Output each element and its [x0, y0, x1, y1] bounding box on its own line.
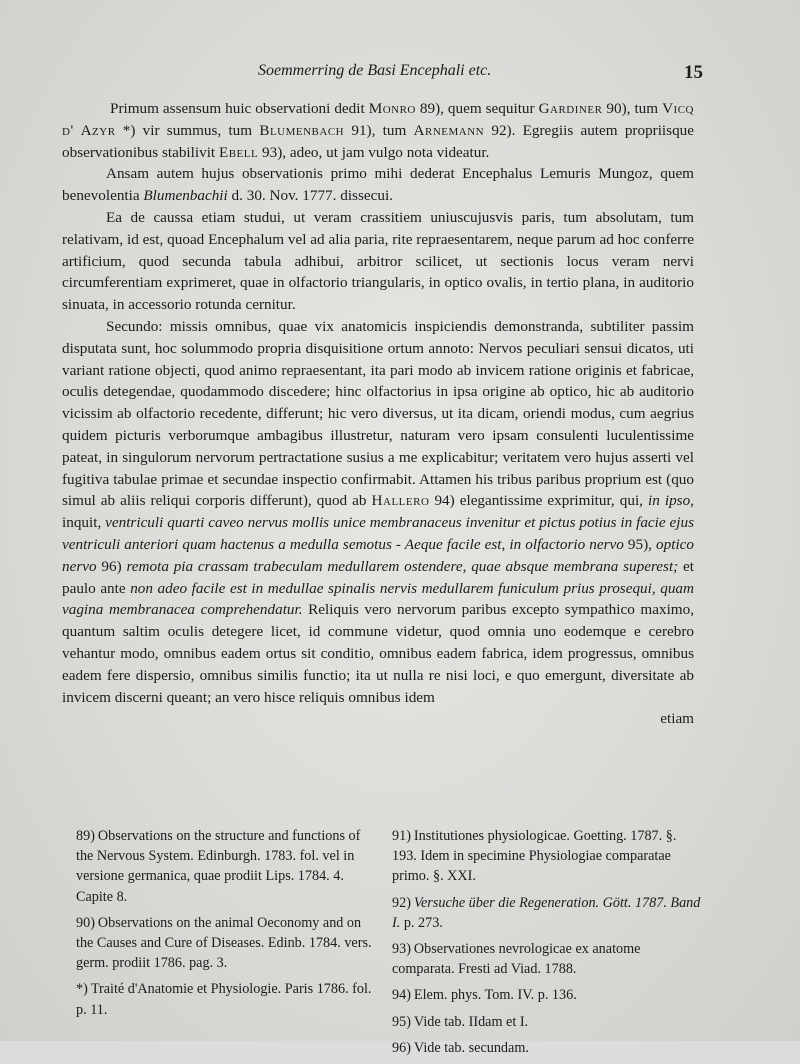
text-run: et paulo ante — [62, 557, 694, 597]
text-run: Reliquis vero nervorum paribus excepto sympathico maximo, quantum saltim oculis detegere licet, id commune videtur, quod omnia uno eodemque e cerebro vehantur modo, omnibus eadem ortus sit conditio, omnibus eadem fabrica, idem progressus, omnibus eadem fere dispersio, omnibus similis functio; ita ut nulla re nisi loci, e quo emergunt, diversitate ab invicem discerni queant; an vero hisce reliquis omnibus idem — [62, 601, 694, 706]
italic-text: remota pia crassam trabeculam medullarem ostendere, quae absque membrana superest; — [126, 557, 679, 575]
italic-text: in ipso, — [648, 492, 694, 510]
paragraph — [62, 316, 694, 708]
footnotes-left-column — [76, 826, 376, 1026]
text-run: 91), tum — [344, 121, 414, 139]
text-run: d. 30. Nov. 1777. dissecui. — [227, 187, 393, 205]
footnote-text: Observations on the animal Oeconomy and on the Causes and Cure of Diseases. Edinb. 1784. vers. germ. prodiit 1786. pag. 3. — [76, 914, 372, 972]
footnote — [392, 1012, 702, 1032]
footnote-text: Observationes nevrologicae ex anatome comparata. Fresti ad Viad. 1788. — [392, 941, 641, 978]
footnote-number: 93) — [392, 941, 411, 958]
footnote-number: *) — [76, 981, 88, 998]
footnote-text: Observations on the structure and functions of the Nervous System. Edinburgh. 1783. fol. vel in versione germanica, quae prodiit Lips. 1784. 4. Capite 8. — [76, 828, 361, 905]
text-run: inquit, — [62, 514, 106, 532]
main-text — [62, 98, 694, 730]
text-run: Primum assensum huic observationi dedit — [110, 100, 369, 117]
italic-text: non adeo facile est in medullae spinalis nervis medullarem funiculum prius prosequi, quam vagina membranacea comprehendatur. — [62, 579, 694, 619]
footnote-text: Institutiones physiologicae. Goetting. 1787. §. 193. Idem in specimine Physiologiae comparatae primo. §. XXI. — [392, 828, 677, 885]
text-run: 90), tum — [602, 100, 663, 117]
italic-text: Blumenbachii — [143, 187, 228, 205]
paragraph — [62, 98, 694, 163]
footnote-number: 96) — [392, 1039, 411, 1056]
text-run: 95), — [623, 535, 657, 553]
footnote-number: 91) — [392, 828, 411, 844]
footnote — [392, 826, 702, 887]
footnote-number: 92) — [392, 894, 411, 911]
footnote-text: Traité d'Anatomie et Physiologie. Paris 1786. fol. p. 11. — [76, 981, 372, 1018]
text-run: Ea de caussa etiam studui, ut veram crassitiem uniuscujusvis paris, tum absolutam, tum relativam, id est, quoad Encephalum vel ad alia paria, rite repraesentarem, neque parum ad hoc conferre artificium, quod secunda tabula adhibui, arbitror scilicet, ut sectionis locus veram nervi circumferentiam exprimeret, quae in olfactorio triangularis, in optico ovalis, in tertio plana, in auditorio sinuata, in accessorio rotunda cernitur. — [62, 208, 694, 314]
footnotes-right-column — [392, 826, 702, 1064]
footnote — [76, 979, 376, 1019]
proper-name: Gardiner — [538, 100, 603, 117]
italic-text: optico nervo — [62, 535, 694, 575]
page-header — [0, 62, 800, 88]
footnote-text: Vide tab. IIdam et I. — [413, 1013, 529, 1030]
text-run: p. 273. — [400, 914, 443, 931]
proper-name: Vicq d' Azyr — [62, 100, 694, 139]
text-run: Ansam autem hujus observationis primo mihi dederat Encephalus Lemuris Mungoz, quem benevolentia — [62, 165, 694, 205]
text-run: 96) — [96, 557, 127, 575]
footnote — [392, 985, 702, 1005]
footnote-text: Elem. phys. Tom. IV. p. 136. — [413, 987, 577, 1004]
italic-text: Versuche über die Regeneration. Gött. 1787. Band I. — [392, 894, 701, 931]
footnote — [76, 913, 376, 974]
proper-name: Arnemann — [413, 121, 485, 139]
proper-name: Blumenbach — [259, 121, 345, 139]
footnote-text: Vide tab. secundam. — [413, 1039, 529, 1056]
footnote-number: 94) — [392, 987, 411, 1004]
text-run: 93), adeo, ut jam vulgo nota videatur. — [258, 143, 490, 161]
catchword: etiam — [660, 710, 694, 728]
footnote — [76, 826, 376, 907]
paragraph — [62, 207, 694, 316]
footnote-number: 89) — [76, 828, 95, 844]
footnote-number: 90) — [76, 914, 95, 931]
proper-name: Hallero — [371, 492, 430, 510]
text-run: Secundo: missis omnibus, quae vix anatomicis inspiciendis demonstranda, subtiliter passim disputata sunt, hoc solummodo propria disquisitione ortum annoto: Nervos peculiari sensui dicatos, uti variant ratione objecti, quod animo repraesentant, ita pari modo ab invicem ratione originis et fabricae, oculis detegendae, quodammodo discedere; hinc olfactorius in ipsa origine ab optico, hic ab auditorio vicissim ab olfactorio recedente, differunt; hic vero diversus, ut ita dicam, oriendi modus, cum aegrius quidem picturis verborumque ambagibus illustretur, naturam vero ipsam consulenti luculentissime pateat, in singulorum nervorum pertractatione susius a me explicabitur; veritatem vero hujus asserti vel fugitiva tabulae primae et secundae inspectio confirmabit. Attamen his tribus paribus proprium est (quo simul ab aliis reliqui corporis differunt), quod ab — [62, 317, 694, 510]
footnote-number: 95) — [392, 1013, 411, 1030]
text-run: 89), quem sequitur — [415, 100, 539, 117]
text-run: 92). Egregiis autem propriisque observationibus stabilivit — [62, 121, 694, 161]
footnote — [392, 939, 702, 979]
running-title: Soemmerring de Basi Encephali etc. — [258, 62, 492, 79]
text-run: *) vir summus, tum — [115, 121, 260, 139]
text-run: 94) elegantissime exprimitur, qui, — [429, 492, 649, 510]
proper-name: Monro — [368, 100, 416, 117]
page-number: 15 — [684, 62, 703, 83]
footnote — [392, 1038, 702, 1058]
italic-text: ventriculi quarti caveo nervus mollis unice membranaceus invenitur et pictus potius in facie ejus ventriculi anteriori quam hactenus a medulla semotus - Aeque facile est, in olfactorio nervo — [62, 514, 694, 553]
proper-name: Ebell — [218, 143, 259, 161]
paragraph — [62, 163, 694, 207]
footnotes — [62, 826, 702, 1056]
footnote — [392, 893, 702, 933]
